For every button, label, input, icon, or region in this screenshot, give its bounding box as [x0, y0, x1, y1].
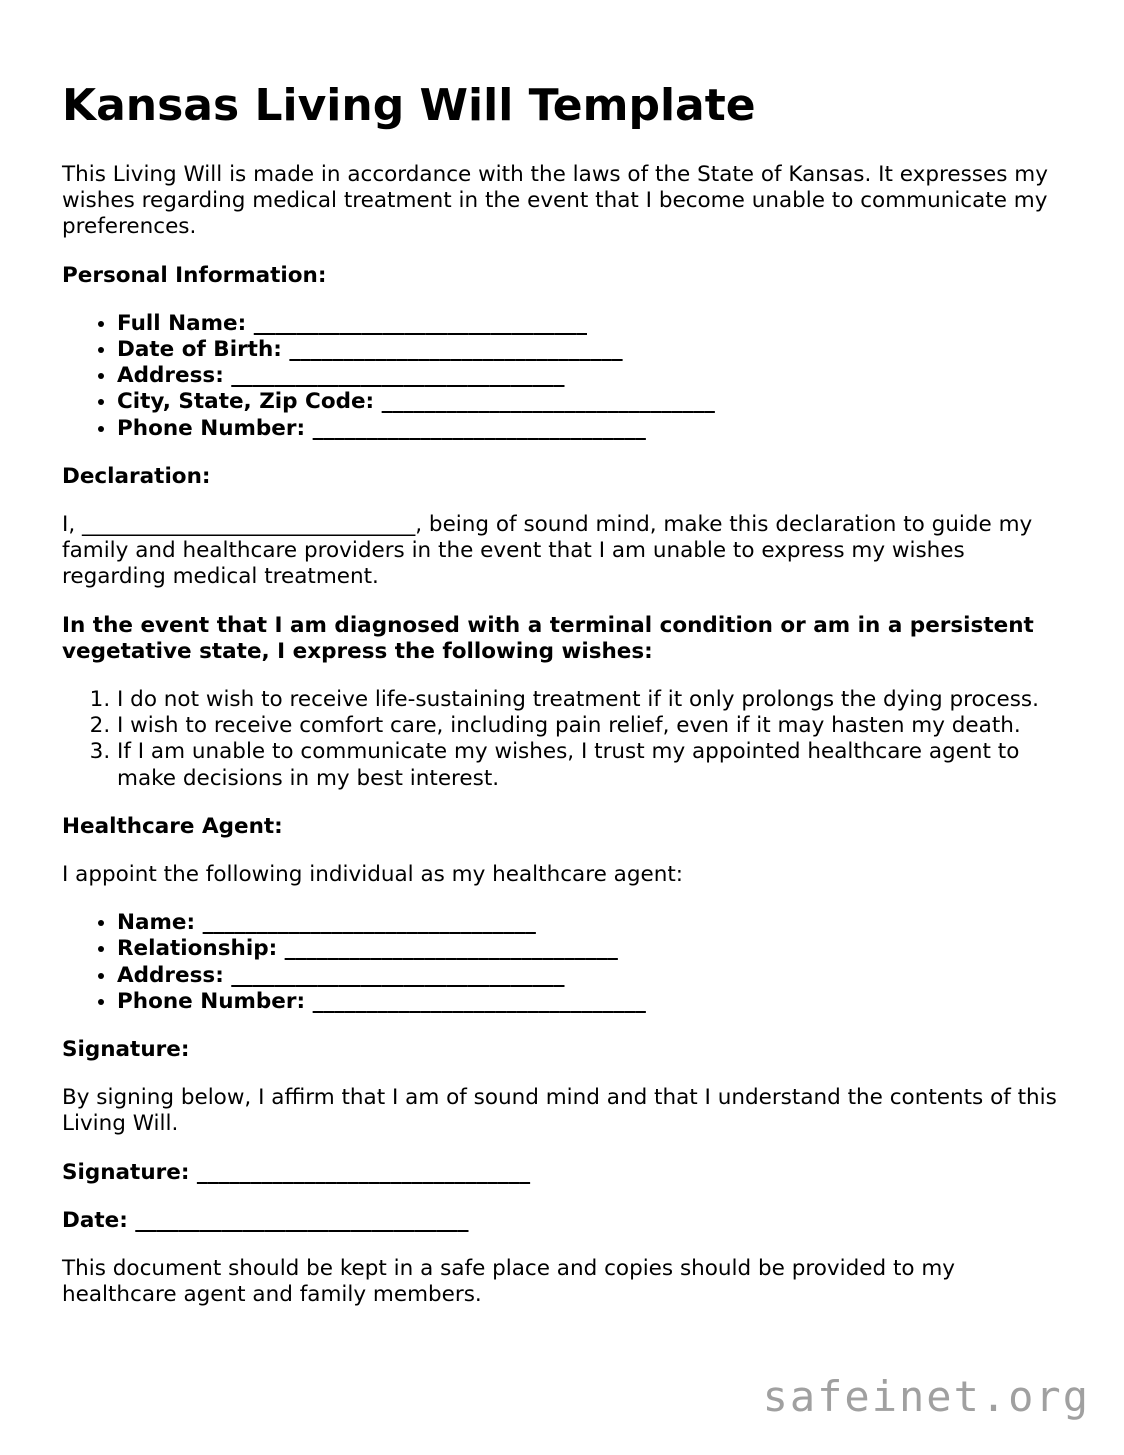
- date-of-birth-field: • Date of Birth: _______________________________: [117, 337, 1062, 363]
- healthcare-agent-list: [62, 910, 1062, 1015]
- agent-name-field: • Name: _______________________________: [117, 910, 1062, 936]
- wish-item: 2. I wish to receive comfort care, including pain relief, even if it may hasten my death.: [117, 713, 1062, 739]
- intro-paragraph: This Living Will is made in accordance with the laws of the State of Kansas. It expresses my wishes regarding medical treatment in the event that I become unable to communicate my preferences.: [62, 162, 1048, 240]
- agent-relationship-field: • Relationship: _______________________________: [117, 936, 1062, 962]
- address-field: • Address: _______________________________: [117, 363, 1062, 389]
- signature-line: Signature: _______________________________: [62, 1159, 531, 1185]
- watermark: safeinet.org: [762, 1372, 1090, 1421]
- declaration-paragraph: I, _______________________________, being of sound mind, make this declaration to guide my family and healthcare providers in the event that I am unable to express my wishes regarding medical treatment.: [62, 512, 1033, 590]
- date-line: Date: _______________________________: [62, 1207, 469, 1233]
- healthcare-agent-intro: I appoint the following individual as my healthcare agent:: [62, 862, 683, 888]
- full-name-field: • Full Name: _______________________________: [117, 311, 1062, 337]
- page-title: Kansas Living Will Template: [62, 80, 756, 131]
- signature-affirmation: By signing below, I affirm that I am of sound mind and that I understand the contents of this Living Will.: [62, 1085, 1057, 1137]
- healthcare-agent-heading: Healthcare Agent:: [62, 813, 283, 839]
- city-state-zip-field: • City, State, Zip Code: _______________________________: [117, 389, 1062, 415]
- personal-info-heading: Personal Information:: [62, 262, 327, 288]
- closing-paragraph: This document should be kept in a safe place and copies should be provided to my healthcare agent and family members.: [62, 1256, 956, 1308]
- agent-phone-number-field: • Phone Number: _______________________________: [117, 989, 1062, 1015]
- personal-info-list: [62, 311, 1062, 442]
- document-page: [62, 80, 1062, 1331]
- signature-heading: Signature:: [62, 1037, 190, 1063]
- wishes-heading: In the event that I am diagnosed with a terminal condition or am in a persistent vegetative state, I express the following wishes:: [62, 612, 1034, 664]
- wish-item: 3. If I am unable to communicate my wishes, I trust my appointed healthcare agent to make decisions in my best interest.: [117, 739, 1062, 791]
- declaration-heading: Declaration:: [62, 463, 211, 489]
- agent-address-field: • Address: _______________________________: [117, 963, 1062, 989]
- wishes-list: [62, 687, 1062, 792]
- phone-number-field: • Phone Number: _______________________________: [117, 416, 1062, 442]
- wish-item: 1. I do not wish to receive life-sustaining treatment if it only prolongs the dying process.: [117, 687, 1062, 713]
